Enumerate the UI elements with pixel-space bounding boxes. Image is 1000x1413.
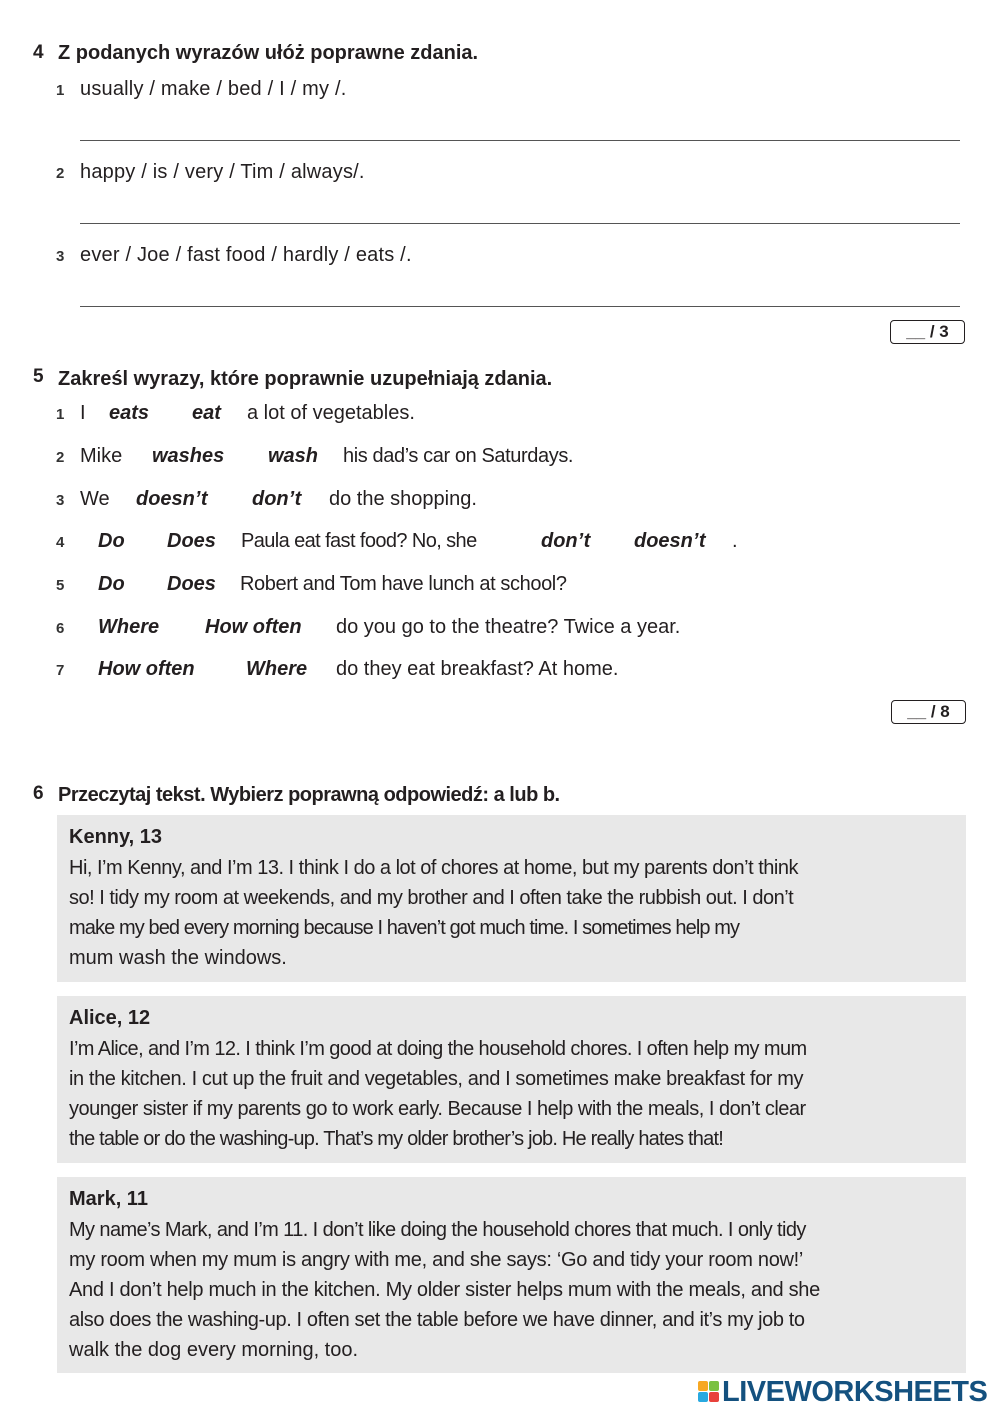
ex5-option-a[interactable]: How often — [98, 658, 195, 680]
ex5-option-a[interactable]: Where — [98, 616, 160, 638]
panel-line: My name’s Mark, and I’m 11. I don’t like doing the household chores that much. I only tidy — [69, 1219, 806, 1241]
panel-line: so! I tidy my room at weekends, and my brother and I often take the rubbish out. I don’t — [69, 887, 794, 909]
panel-body — [69, 853, 964, 973]
ex5-option-b[interactable]: wash — [268, 445, 319, 467]
ex5-sentence-start: I — [80, 402, 86, 424]
panel-line: Hi, I’m Kenny, and I’m 13. I think I do a lot of chores at home, but my parents don’t think — [69, 857, 798, 879]
ex4-answer-line[interactable] — [80, 223, 960, 224]
ex5-score-box[interactable]: __ / 8 — [891, 700, 966, 724]
ex4-item-prompt: usually / make / bed / I / my /. — [80, 78, 347, 100]
ex5-item-number: 5 — [56, 577, 65, 594]
ex5-option-a[interactable]: Do — [98, 573, 125, 595]
ex5-option-b[interactable]: don’t — [252, 488, 302, 510]
ex5-sentence-middle: Paula eat fast food? No, she — [241, 530, 477, 552]
panel-line: mum wash the windows. — [69, 947, 287, 969]
ex4-answer-line[interactable] — [80, 306, 960, 307]
panel-line: the table or do the washing-up. That’s my older brother’s job. He really hates that! — [69, 1128, 723, 1150]
panel-line: also does the washing-up. I often set the table before we have dinner, and it’s my job to — [69, 1309, 805, 1331]
ex5-item-number: 2 — [56, 449, 65, 466]
ex5-item-number: 4 — [56, 534, 65, 551]
logo-text: LIVEWORKSHEETS — [722, 1376, 988, 1408]
panel-author: Alice, 12 — [69, 1007, 151, 1029]
ex5-sentence-end: his dad’s car on Saturdays. — [343, 445, 574, 467]
logo-mark-icon — [698, 1381, 720, 1403]
exercise-4-number: 4 — [33, 42, 44, 63]
text-panel-alice — [57, 996, 966, 1163]
panel-line: walk the dog every morning, too. — [69, 1339, 359, 1361]
ex5-sentence-end: do the shopping. — [329, 488, 477, 510]
panel-author: Kenny, 13 — [69, 826, 162, 848]
ex5-sentence-end: do they eat breakfast? At home. — [336, 658, 619, 680]
exercise-4-title: Z podanych wyrazów ułóż poprawne zdania. — [58, 42, 479, 64]
ex5-item-number: 7 — [56, 662, 65, 679]
ex4-answer-line[interactable] — [80, 140, 960, 141]
ex4-item-prompt: happy / is / very / Tim / always/. — [80, 161, 365, 183]
ex5-option-d[interactable]: doesn’t — [634, 530, 706, 552]
ex5-option-a[interactable]: washes — [152, 445, 225, 467]
ex5-item-number: 6 — [56, 620, 65, 637]
panel-line: And I don’t help much in the kitchen. My older sister helps mum with the meals, and she — [69, 1279, 820, 1301]
ex5-option-b[interactable]: Does — [167, 573, 216, 595]
ex5-sentence-end: Robert and Tom have lunch at school? — [240, 573, 567, 595]
ex5-option-b[interactable]: Where — [246, 658, 308, 680]
ex4-item-number: 1 — [56, 82, 65, 99]
panel-line: younger sister if my parents go to work early. Because I help with the meals, I don’t clear — [69, 1098, 806, 1120]
text-panel-mark — [57, 1177, 966, 1373]
ex5-item-number: 3 — [56, 492, 65, 509]
panel-line: in the kitchen. I cut up the fruit and vegetables, and I sometimes make breakfast for my — [69, 1068, 804, 1090]
ex5-sentence-start: We — [80, 488, 110, 510]
ex5-option-a[interactable]: eats — [109, 402, 150, 424]
exercise-5-title: Zakreśl wyrazy, które poprawnie uzupełniają zdania. — [58, 368, 553, 390]
ex5-option-b[interactable]: How often — [205, 616, 302, 638]
exercise-6-number: 6 — [33, 783, 44, 804]
ex5-option-b[interactable]: Does — [167, 530, 216, 552]
exercise-5-number: 5 — [33, 366, 44, 387]
exercise-6-title: Przeczytaj tekst. Wybierz poprawną odpowiedź: a lub b. — [58, 784, 560, 806]
ex4-item-number: 2 — [56, 165, 65, 182]
panel-body — [69, 1034, 964, 1154]
panel-line: I’m Alice, and I’m 12. I think I’m good at doing the household chores. I often help my mum — [69, 1038, 807, 1060]
ex5-sentence-end: do you go to the theatre? Twice a year. — [336, 616, 681, 638]
ex5-option-a[interactable]: Do — [98, 530, 125, 552]
liveworksheets-logo — [698, 1376, 987, 1409]
ex5-sentence-end: . — [732, 530, 738, 552]
panel-author: Mark, 11 — [69, 1188, 148, 1210]
ex4-score-box[interactable]: __ / 3 — [890, 320, 965, 344]
ex5-sentence-end: a lot of vegetables. — [247, 402, 415, 424]
ex5-option-b[interactable]: eat — [192, 402, 221, 424]
ex5-item-number: 1 — [56, 406, 65, 423]
ex4-item-number: 3 — [56, 248, 65, 265]
ex5-sentence-start: Mike — [80, 445, 123, 467]
text-panel-kenny — [57, 815, 966, 982]
panel-line: make my bed every morning because I haven’t got much time. I sometimes help my — [69, 917, 740, 939]
ex4-item-prompt: ever / Joe / fast food / hardly / eats /. — [80, 244, 412, 266]
ex5-option-a[interactable]: doesn’t — [136, 488, 208, 510]
panel-body — [69, 1215, 964, 1365]
panel-line: my room when my mum is angry with me, and she says: ‘Go and tidy your room now!’ — [69, 1249, 804, 1271]
ex5-option-c[interactable]: don’t — [541, 530, 591, 552]
